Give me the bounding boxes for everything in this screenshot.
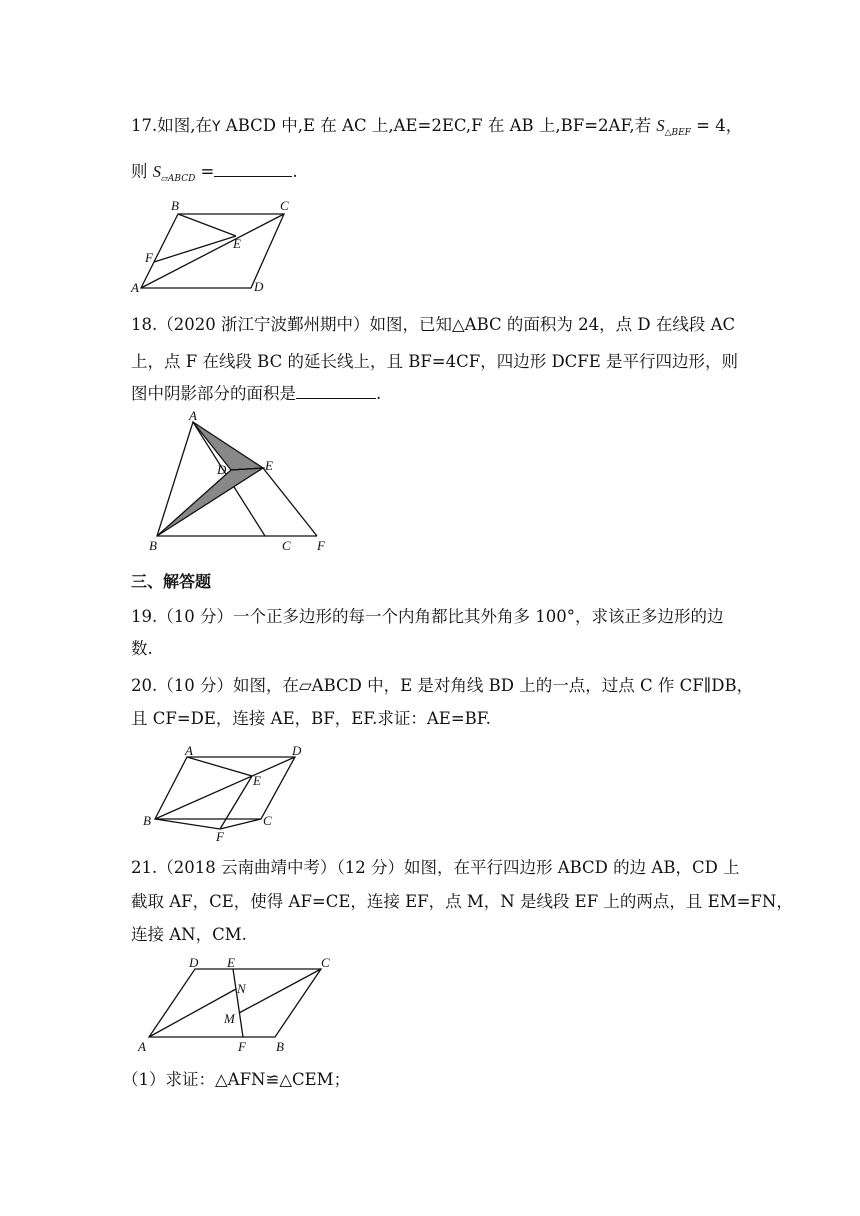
q21-segment-cm bbox=[239, 969, 321, 1013]
answer-blank-q17[interactable] bbox=[214, 160, 292, 177]
q18-label-b: B bbox=[149, 538, 157, 553]
q18-line-2: 上，点 F 在线段 BC 的延长线上，且 BF=4CF，四边形 DCFE 是平行四边形，则 bbox=[131, 352, 739, 371]
q17-label-c: C bbox=[280, 198, 289, 213]
q17-segment-fe bbox=[154, 236, 236, 262]
q21-line-2: 截取 AF，CE，使得 AF=CE，连接 EF，点 M，N 是线段 EF 上的两点，且 EM=FN， bbox=[131, 892, 793, 911]
q20-label-e: E bbox=[253, 773, 261, 788]
q20-segment-ef bbox=[220, 776, 252, 829]
q17-label-e: E bbox=[233, 236, 241, 251]
figure-q20-parallelogram bbox=[140, 743, 340, 843]
q17-area-value: = 4， bbox=[690, 116, 743, 135]
q17-text-b: ABCD 中,E 在 AC 上,AE=2EC,F 在 AB 上,BF=2AF,若 bbox=[220, 116, 657, 135]
answer-blank-q18[interactable] bbox=[296, 382, 376, 399]
parallelogram-symbol: Y bbox=[212, 119, 221, 135]
q18-line-3 bbox=[131, 382, 381, 406]
q19-line-1: 19.（10 分）一个正多边形的每一个内角都比其外角多 100°，求该正多边形的边 bbox=[131, 607, 724, 626]
q20-label-a: A bbox=[185, 743, 193, 758]
q17-line-1 bbox=[131, 114, 742, 145]
q21-label-n: N bbox=[237, 981, 246, 996]
q21-line-1: 21.（2018 云南曲靖中考）（12 分）如图，在平行四边形 ABCD 的边 AB，CD 上 bbox=[131, 858, 740, 877]
q20-label-f: F bbox=[216, 829, 224, 844]
q17-segment-be bbox=[178, 214, 236, 236]
q17-period: . bbox=[292, 162, 298, 181]
q18-label-e: E bbox=[265, 458, 273, 473]
q18-period: . bbox=[376, 384, 382, 403]
q20-segment-bf bbox=[155, 819, 220, 829]
q21-label-m: M bbox=[224, 1011, 235, 1026]
q17-label-a: A bbox=[131, 280, 139, 295]
q17-text-then: 则 bbox=[131, 162, 153, 181]
q20-diagonal-bd bbox=[155, 757, 295, 819]
q21-label-a: A bbox=[138, 1039, 146, 1054]
q21-line-3: 连接 AN，CM. bbox=[131, 925, 247, 944]
q18-label-d: D bbox=[217, 462, 227, 477]
q17-label-f: F bbox=[145, 250, 153, 265]
q19-line-2: 数. bbox=[131, 639, 153, 658]
q18-shaded-aed bbox=[193, 422, 263, 470]
q21-label-e: E bbox=[227, 955, 235, 970]
q21-label-f: F bbox=[238, 1039, 246, 1054]
q17-line-2 bbox=[131, 160, 298, 191]
figure-q21-parallelogram bbox=[135, 955, 355, 1055]
area-subscript-bef: △BEF bbox=[664, 128, 691, 138]
q18-shaded-bde bbox=[157, 468, 263, 536]
figure-q18-triangle bbox=[145, 410, 345, 555]
area-subscript-abcd: ▱ABCD bbox=[161, 174, 196, 184]
q20-segment-ae bbox=[187, 757, 252, 776]
q20-line-2: 且 CF=DE，连接 AE，BF，EF.求证：AE=BF. bbox=[131, 709, 491, 728]
q21-label-d: D bbox=[189, 955, 199, 970]
q18-text: 图中阴影部分的面积是 bbox=[131, 384, 296, 403]
q20-label-b: B bbox=[143, 813, 151, 828]
q20-label-d: D bbox=[292, 743, 302, 758]
q18-label-a: A bbox=[189, 408, 197, 423]
q20-label-c: C bbox=[263, 813, 272, 828]
q21-segment-an bbox=[149, 989, 236, 1037]
q17-label-d: D bbox=[254, 279, 264, 294]
q20-line-1: 20.（10 分）如图，在▱ABCD 中，E 是对角线 BD 上的一点，过点 C 作 CF∥DB， bbox=[131, 676, 754, 695]
q20-segment-fc bbox=[220, 819, 261, 829]
q18-segment-ef bbox=[263, 468, 317, 536]
section-heading: 三、解答题 bbox=[131, 572, 212, 591]
q21-label-c: C bbox=[321, 955, 330, 970]
q21-segment-ef bbox=[233, 969, 243, 1037]
area-symbol-s: S bbox=[656, 116, 665, 135]
q18-line-1: 18.（2020 浙江宁波鄞州期中）如图，已知△ABC 的面积为 24，点 D 在线段 AC bbox=[131, 315, 736, 334]
q17-diagonal-ac bbox=[141, 214, 284, 288]
q17-label-b: B bbox=[171, 198, 179, 213]
q21-label-b: B bbox=[276, 1039, 284, 1054]
q21-part-1: （1）求证：△AFN≌△CEM； bbox=[122, 1070, 351, 1089]
figure-q17-parallelogram bbox=[130, 198, 300, 298]
q17-text-a: 17.如图,在 bbox=[131, 116, 212, 135]
q17-equals: = bbox=[195, 162, 215, 181]
q18-label-f: F bbox=[317, 538, 325, 553]
area-symbol-s2: S bbox=[152, 162, 161, 181]
q18-label-c: C bbox=[282, 538, 291, 553]
